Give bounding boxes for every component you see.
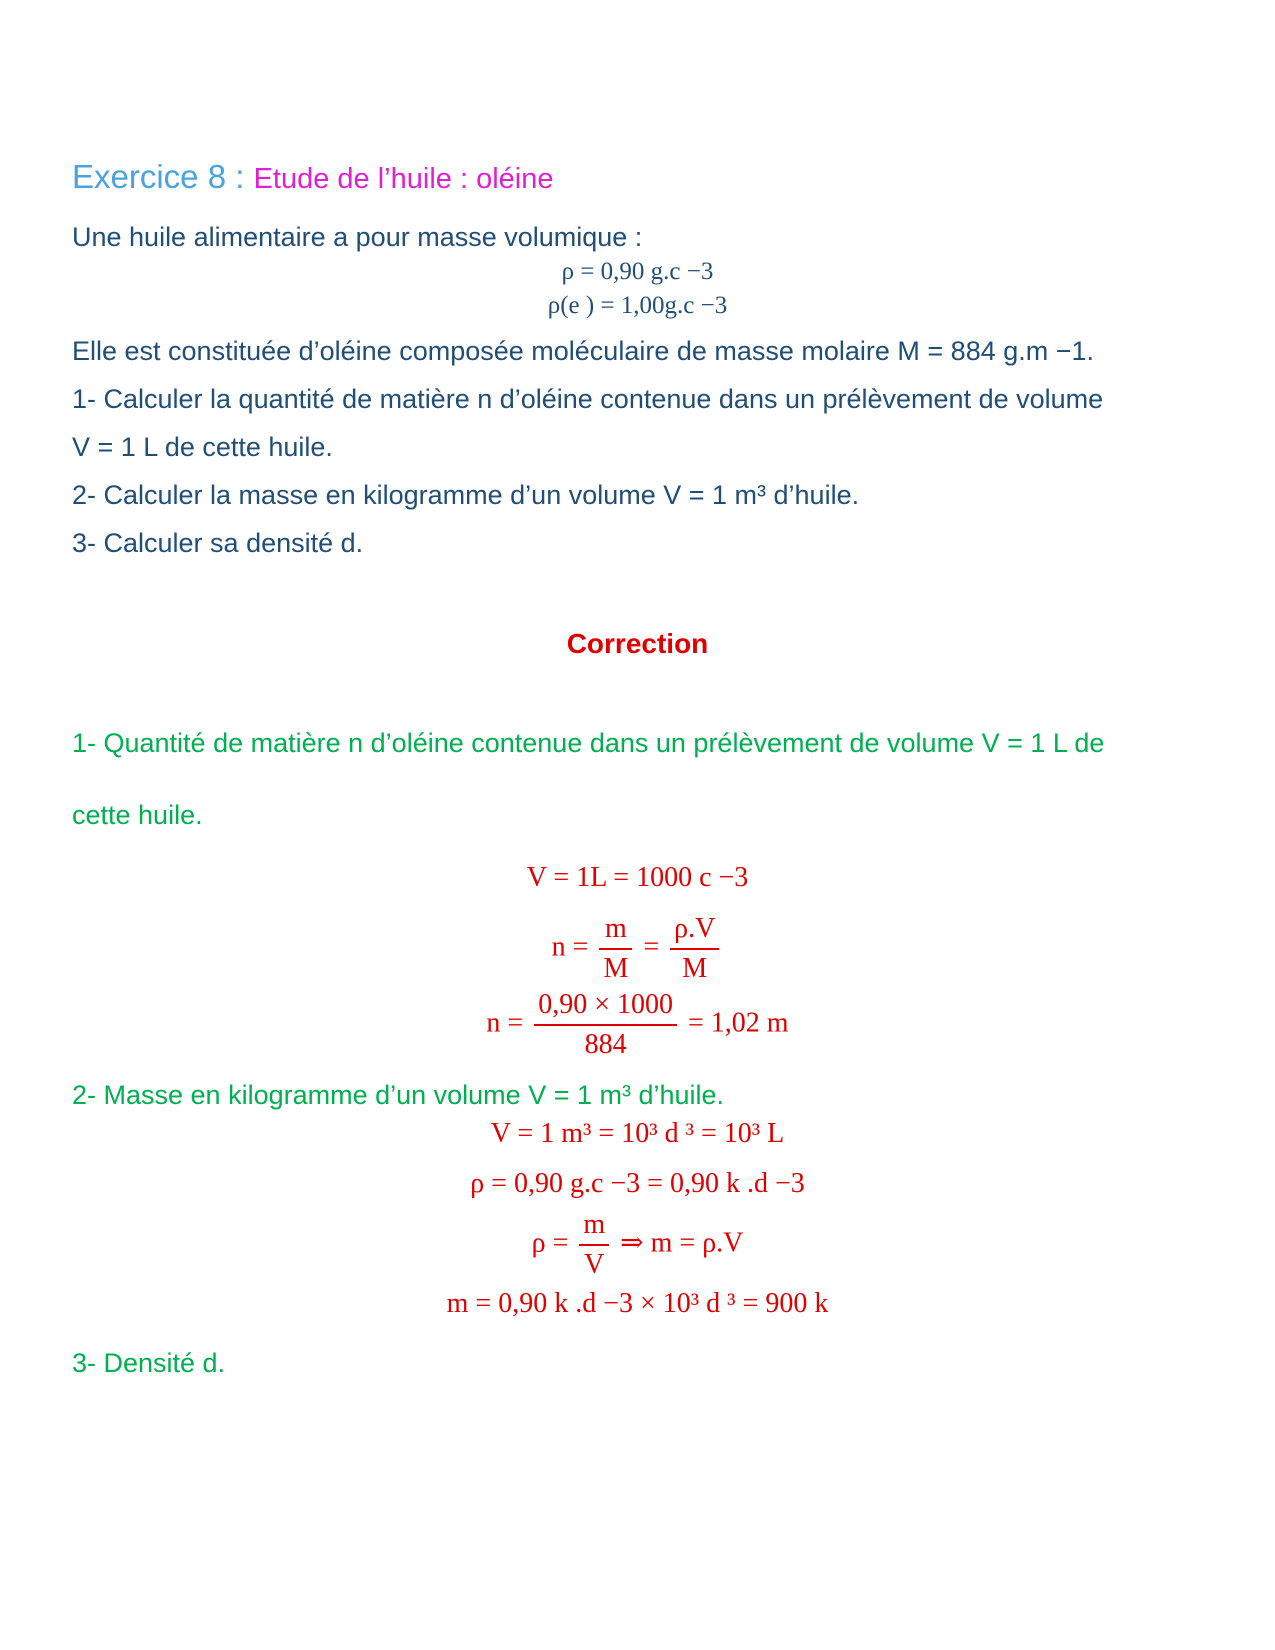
eq2-lhs: n = [551,931,589,963]
question-2: 2- Calculer la masse en kilogramme d’un volume V = 1 m³ d’huile. [72,480,860,510]
equation-mass-value: m = 0,90 k .d −3 × 10³ d ³ = 900 k [446,1288,829,1319]
fraction-denominator: V [584,1249,605,1280]
equation-n-value [0,986,1275,1064]
fraction-numerator: ρ.V [670,910,719,950]
eq2-mid: = [643,931,660,963]
exercise-number: Exercice 8 : [72,158,245,195]
statement-composition: Elle est constituée d’oléine composée moléculaire de masse molaire M = 884 g.m −1. [72,336,1095,366]
fraction-numerator: 0,90 × 1000 [534,986,677,1026]
fraction-rhoV-over-M [670,910,719,988]
question-3: 3- Calculer sa densité d. [72,528,364,558]
question-1-line-2: V = 1 L de cette huile. [72,432,333,462]
equation-mass-formula [0,1206,1275,1284]
formula-rho-water: ρ(e ) = 1,00g.c −3 [547,292,728,319]
answer-1-line-1: 1- Quantité de matière n d’oléine contenue dans un prélèvement de volume V = 1 L de [72,728,1105,758]
eq6-rhs: ⇒ m = ρ.V [620,1227,744,1259]
answer-3-title: 3- Densité d. [72,1348,226,1378]
fraction-numerator: m [599,910,632,950]
fraction-numerator: m [579,1206,609,1246]
formula-rho-oil: ρ = 0,90 g.c −3 [561,258,714,285]
exercise-subject: Etude de l’huile : oléine [253,163,554,195]
eq6-lhs: ρ = [531,1227,569,1259]
equation-rho-conversion: ρ = 0,90 g.c −3 = 0,90 k .d −3 [470,1168,805,1199]
statement-intro: Une huile alimentaire a pour masse volumique : [72,222,643,252]
answer-1-line-2: cette huile. [72,800,203,830]
correction-heading: Correction [566,628,709,659]
fraction-m-over-M [599,910,632,988]
equation-volume-conversion: V = 1L = 1000 c −3 [526,862,749,893]
fraction-denominator: 884 [584,1029,627,1060]
fraction-denominator: M [682,953,708,984]
fraction-denominator: M [603,953,629,984]
question-1-line-1: 1- Calculer la quantité de matière n d’oléine contenue dans un prélèvement de volume [72,384,1104,414]
fraction-m-over-V [579,1206,609,1284]
eq3-rhs: = 1,02 m [688,1007,789,1039]
answer-2-title: 2- Masse en kilogramme d’un volume V = 1 m³ d’huile. [72,1080,725,1110]
equation-n-definition [0,910,1275,988]
fraction-n-calc [534,986,677,1064]
eq3-lhs: n = [486,1007,524,1039]
equation-volume-m3: V = 1 m³ = 10³ d ³ = 10³ L [490,1118,785,1149]
exercise-title [72,158,553,196]
